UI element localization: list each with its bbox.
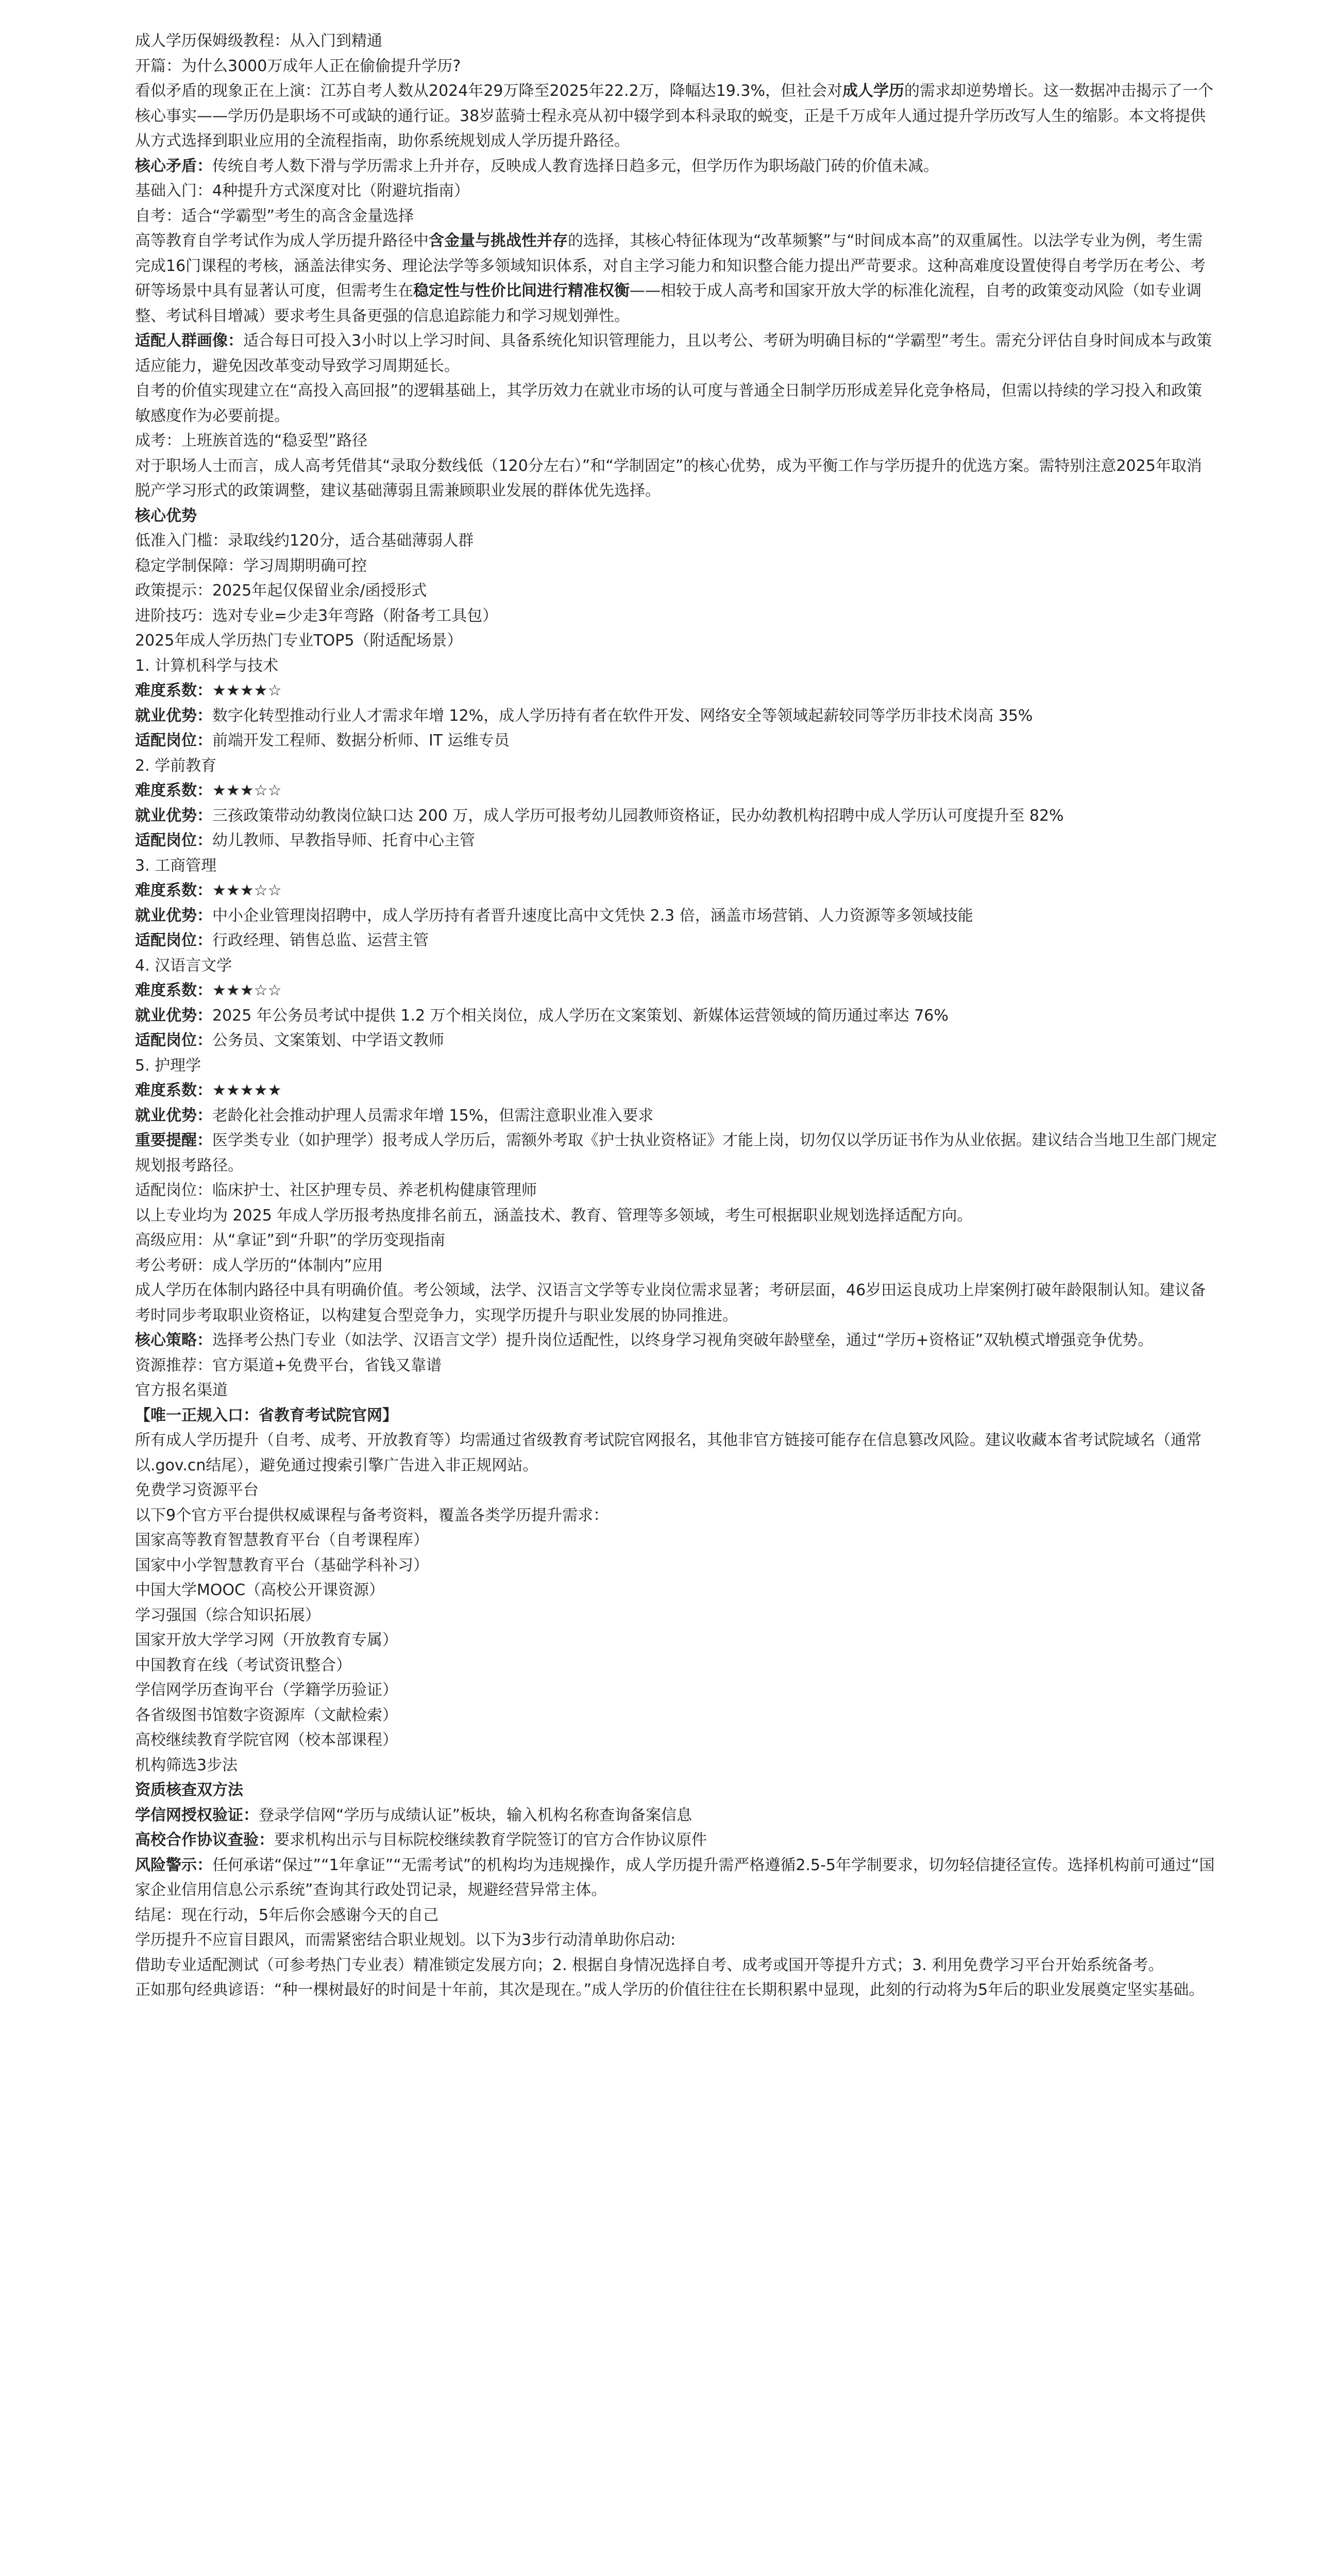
subsection-heading: 成考：上班族首选的“稳妥型”路径	[135, 432, 368, 450]
alert-label: 重要提醒：	[135, 1131, 212, 1149]
text-span: 看似矛盾的现象正在上演：江苏自考人数从2024年29万降至2025年22.2万，降幅达19.3%，但社会对	[135, 82, 842, 100]
text-span: 的需求却逆势增长。这一数据冲击揭示了一个核心事实——学历仍是职场不可或缺的通行证。38岁蓝骑士程永亮从初中辍学到本科录取的蜕变，正是千万成年人通过提升学历改写人生的缩影。本文将提供从方式选择到职业应用的全流程指南，助你系统规划成人学历提升路径。	[135, 82, 1213, 150]
paragraph: 学历提升不应盲目跟风，而需紧密结合职业规划。以下为3步行动清单助你启动:	[135, 1931, 676, 1949]
major-difficulty	[135, 679, 1217, 704]
paragraph: 自考的价值实现建立在“高投入高回报”的逻辑基础上，其学历效力在就业市场的认可度与普通全日制学历形成差异化竞争格局，但需以持续的学习投入和政策敏感度作为必要前提。	[135, 382, 1203, 425]
key-point	[135, 154, 1217, 179]
bold-text: 成人学历	[842, 82, 904, 100]
jobs-text: 临床护士、社区护理专员、养老机构健康管理师	[212, 1181, 537, 1199]
subsection-heading: 机构筛选3步法	[135, 1756, 238, 1774]
difficulty-label: 难度系数：	[135, 782, 212, 800]
key-point-label: 核心矛盾：	[135, 157, 212, 175]
jobs-label: 适配岗位：	[135, 732, 212, 750]
advantages-heading: 核心优势	[135, 506, 197, 525]
advantage-label: 就业优势：	[135, 906, 212, 925]
key-point-label: 核心策略：	[135, 1331, 212, 1349]
jobs-text: 幼儿教师、早教指导师、托育中心主管	[212, 832, 475, 850]
bold-text: 稳定性与性价比间进行精准权衡	[413, 282, 630, 300]
subsection-heading: 自考：适合“学霸型”考生的高含金量选择	[135, 207, 414, 225]
major-jobs	[135, 828, 1217, 854]
verify-label: 学信网授权验证：	[135, 1806, 259, 1824]
paragraph	[135, 79, 1217, 154]
verify-text: 登录学信网“学历与成绩认证”板块，输入机构名称查询备案信息	[259, 1806, 692, 1824]
list-item: 政策提示：2025年起仅保留业余/函授形式	[135, 582, 427, 600]
text-span: ——相较于成人高考和国家开放大学的标准化流程，自考的政策变动风险（如专业调整、考试科目增减）要求考生具备更强的信息追踪能力和学习规划弹性。	[135, 282, 1202, 325]
platform-item: 中国教育在线（考试资讯整合）	[135, 1656, 351, 1674]
advantage-label: 就业优势：	[135, 806, 212, 825]
platform-item: 高校继续教育学院官网（校本部课程）	[135, 1731, 398, 1749]
key-point-text: 传统自考人数下滑与学历需求上升并存，反映成人教育选择日趋多元，但学历作为职场敲门砖的价值未减。	[212, 157, 939, 175]
major-advantage	[135, 904, 1217, 929]
major-advantage	[135, 1104, 1217, 1129]
major-jobs	[135, 1028, 1217, 1054]
platform-item: 各省级图书馆数字资源库（文献检索）	[135, 1706, 398, 1724]
key-point-text: 选择考公热门专业（如法学、汉语言文学）提升岗位适配性，以终身学习视角突破年龄壁垒，通过“学历+资格证”双轨模式增强竞争优势。	[212, 1331, 1154, 1349]
major-advantage	[135, 704, 1217, 729]
major-difficulty	[135, 1078, 1217, 1104]
article-body	[135, 29, 1217, 2003]
section-heading: 开篇：为什么3000万成年人正在偷偷提升学历?	[135, 57, 461, 75]
verify-heading: 资质核查双方法	[135, 1781, 243, 1799]
jobs-label: 适配岗位：	[135, 832, 212, 850]
major-advantage	[135, 804, 1217, 829]
paragraph: 成人学历在体制内路径中具有明确价值。考公领域，法学、汉语言文学等专业岗位需求显著；考研层面，46岁田运良成功上岸案例打破年龄限制认知。建议备考时同步考取职业资格证，以构建复合型竞争力，实现学历提升与职业发展的协同推进。	[135, 1281, 1206, 1325]
jobs-text: 行政经理、销售总监、运营主管	[212, 931, 429, 950]
platform-item: 学习强国（综合知识拓展）	[135, 1606, 320, 1624]
subsection-heading: 免费学习资源平台	[135, 1481, 259, 1499]
platform-item: 国家中小学智慧教育平台（基础学科补习）	[135, 1556, 429, 1574]
platform-item: 学信网学历查询平台（学籍学历验证）	[135, 1681, 398, 1699]
paragraph	[135, 229, 1217, 329]
major-name: 1. 计算机科学与技术	[135, 656, 279, 675]
verify-item	[135, 1803, 1217, 1828]
official-entry-callout: 【唯一正规入口：省教育考试院官网】	[135, 1406, 398, 1425]
risk-warning	[135, 1853, 1217, 1903]
section-heading: 结尾：现在行动，5年后你会感谢今天的自己	[135, 1906, 439, 1924]
section-heading: 高级应用：从“拿证”到“升职”的学历变现指南	[135, 1231, 446, 1249]
advantage-text: 三孩政策带动幼教岗位缺口达 200 万，成人学历可报考幼儿园教师资格证，民办幼教机构招聘中成人学历认可度提升至 82%	[212, 806, 1064, 825]
difficulty-stars: ★★★☆☆	[212, 782, 282, 800]
bold-text: 含金量与挑战性并存	[429, 232, 568, 250]
subsection-heading: 官方报名渠道	[135, 1381, 228, 1399]
major-jobs	[135, 728, 1217, 754]
section-heading: 2025年成人学历热门专业TOP5（附适配场景）	[135, 632, 463, 650]
risk-text: 任何承诺“保过”“1年拿证”“无需考试”的机构均为违规操作，成人学历提升需严格遵循2.5-5年学制要求，切勿轻信捷径宣传。选择机构前可通过“国家企业信用信息公示系统”查询其行政处罚记录，规避经营异常主体。	[135, 1856, 1215, 1899]
key-point	[135, 1328, 1217, 1353]
major-name: 4. 汉语言文学	[135, 956, 232, 975]
verify-item	[135, 1828, 1217, 1853]
paragraph: 正如那句经典谚语：“种一棵树最好的时间是十年前，其次是现在。”成人学历的价值往往在长期积累中显现，此刻的行动将为5年后的职业发展奠定坚实基础。	[135, 1981, 1205, 1999]
platform-item: 国家开放大学学习网（开放教育专属）	[135, 1631, 398, 1649]
major-advantage	[135, 1004, 1217, 1029]
advantage-label: 就业优势：	[135, 1106, 212, 1125]
major-difficulty	[135, 878, 1217, 904]
alert-text: 医学类专业（如护理学）报考成人学历后，需额外考取《护士执业资格证》才能上岗，切勿仅以学历证书作为从业依据。建议结合当地卫生部门规定规划报考路径。	[135, 1131, 1217, 1175]
subsection-heading: 资源推荐：官方渠道+免费平台，省钱又靠谱	[135, 1356, 442, 1375]
subsection-heading: 考公考研：成人学历的“体制内”应用	[135, 1256, 383, 1275]
list-item: 稳定学制保障：学习周期明确可控	[135, 556, 367, 575]
advantage-text: 2025 年公务员考试中提供 1.2 万个相关岗位，成人学历在文案策划、新媒体运营领域的简历通过率达 76%	[212, 1006, 949, 1025]
text-span: 高等教育自学考试作为成人学历提升路径中	[135, 232, 429, 250]
major-name: 5. 护理学	[135, 1056, 201, 1075]
key-point	[135, 329, 1217, 379]
advantage-text: 数字化转型推动行业人才需求年增 12%，成人学历持有者在软件开发、网络安全等领域起薪较同等学历非技术岗高 35%	[212, 706, 1033, 725]
paragraph: 借助专业适配测试（可参考热门专业表）精准锁定发展方向；2. 根据自身情况选择自考、成考或国开等提升方式；3. 利用免费学习平台开始系统备考。	[135, 1956, 1164, 1974]
major-jobs	[135, 928, 1217, 954]
difficulty-label: 难度系数：	[135, 882, 212, 900]
paragraph: 以下9个官方平台提供权威课程与备考资料，覆盖各类学历提升需求：	[135, 1506, 609, 1524]
difficulty-stars: ★★★★☆	[212, 682, 282, 700]
difficulty-stars: ★★★☆☆	[212, 981, 282, 999]
key-point-text: 适合每日可投入3小时以上学习时间、具备系统化知识管理能力，且以考公、考研为明确目标的“学霸型”考生。需充分评估自身时间成本与政策适应能力，避免因改革变动导致学习周期延长。	[135, 332, 1212, 375]
jobs-label: 适配岗位：	[135, 1031, 212, 1049]
jobs-text: 前端开发工程师、数据分析师、IT 运维专员	[212, 732, 510, 750]
platform-item: 中国大学MOOC（高校公开课资源）	[135, 1581, 385, 1599]
major-jobs	[135, 1178, 1217, 1204]
verify-text: 要求机构出示与目标院校继续教育学院签订的官方合作协议原件	[274, 1831, 707, 1849]
major-difficulty	[135, 778, 1217, 804]
list-item: 低准入门槛：录取线约120分，适合基础薄弱人群	[135, 532, 474, 550]
difficulty-label: 难度系数：	[135, 1081, 212, 1099]
key-point-label: 适配人群画像：	[135, 332, 243, 350]
article-title: 成人学历保姆级教程：从入门到精通	[135, 32, 382, 50]
difficulty-label: 难度系数：	[135, 682, 212, 700]
advantage-text: 老龄化社会推动护理人员需求年增 15%，但需注意职业准入要求	[212, 1106, 654, 1125]
jobs-label: 适配岗位：	[135, 931, 212, 950]
section-heading: 基础入门：4种提升方式深度对比（附避坑指南）	[135, 182, 470, 200]
paragraph: 对于职场人士而言，成人高考凭借其“录取分数线低（120分左右）”和“学制固定”的核心优势，成为平衡工作与学历提升的优选方案。需特别注意2025年取消脱产学习形式的政策调整，建议基础薄弱且需兼顾职业发展的群体优先选择。	[135, 456, 1202, 500]
list-item: 进阶技巧：选对专业=少走3年弯路（附备考工具包）	[135, 606, 498, 625]
jobs-text: 公务员、文案策划、中学语文教师	[212, 1031, 444, 1049]
advantage-text: 中小企业管理岗招聘中，成人学历持有者晋升速度比高中文凭快 2.3 倍，涵盖市场营销、人力资源等多领域技能	[212, 906, 973, 925]
major-name: 2. 学前教育	[135, 756, 217, 775]
paragraph: 所有成人学历提升（自考、成考、开放教育等）均需通过省级教育考试院官网报名，其他非官方链接可能存在信息篡改风险。建议收藏本省考试院域名（通常以.gov.cn结尾），避免通过搜索引擎广告进入非正规网站。	[135, 1431, 1202, 1475]
important-alert	[135, 1128, 1217, 1178]
major-difficulty	[135, 978, 1217, 1004]
text-span: 的选择，其核心特征体现为“改革频繁”与“时间成本高”的双重属性。以法学专业为例，考生需完成16门课程的考核，涵盖法律实务、理论法学等多领域知识体系，对自主学习能力和知识整合能力提出严苛要求。这种高难度设置使得自考学历在考公、考研等场景中具有显著认可度，但需考生在	[135, 232, 1206, 300]
risk-label: 风险警示：	[135, 1856, 212, 1874]
jobs-label: 适配岗位：	[135, 1181, 212, 1199]
advantage-label: 就业优势：	[135, 706, 212, 725]
major-name: 3. 工商管理	[135, 856, 217, 875]
difficulty-stars: ★★★★★	[212, 1081, 282, 1099]
advantage-label: 就业优势：	[135, 1006, 212, 1025]
verify-label: 高校合作协议查验：	[135, 1831, 274, 1849]
paragraph: 以上专业均为 2025 年成人学历报考热度排名前五，涵盖技术、教育、管理等多领域，考生可根据职业规划选择适配方向。	[135, 1206, 973, 1225]
platform-item: 国家高等教育智慧教育平台（自考课程库）	[135, 1531, 429, 1549]
difficulty-stars: ★★★☆☆	[212, 882, 282, 900]
difficulty-label: 难度系数：	[135, 981, 212, 999]
